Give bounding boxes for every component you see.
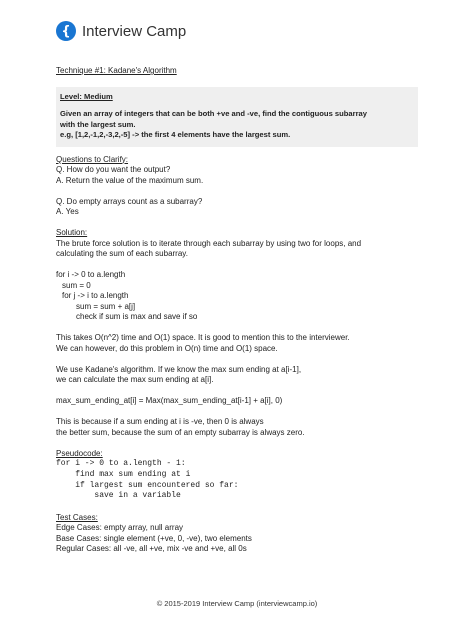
paragraph: This is because if a sum ending at i is -ve, then 0 is always	[56, 417, 264, 426]
solution-heading: Solution:	[56, 228, 88, 237]
code-line: for i -> 0 to a.length	[56, 270, 126, 279]
test-cases-heading: Test Cases:	[56, 512, 98, 522]
paragraph: We can however, do this problem in O(n) time and O(1) space.	[56, 343, 278, 353]
clarify-heading: Questions to Clarify:	[56, 154, 129, 164]
question: Q. Do empty arrays count as a subarray?	[56, 196, 203, 206]
code-line: for j -> i to a.length	[62, 291, 129, 300]
formula: max_sum_ending_at[i] = Max(max_sum_ending_at[i-1] + a[i], 0)	[56, 396, 283, 405]
problem-line: Given an array of integers that can be both +ve and -ve, find the contiguous subarray	[60, 109, 367, 118]
answer: A. Yes	[56, 207, 79, 216]
answer: A. Return the value of the maximum sum.	[56, 175, 204, 185]
code-line: sum = 0	[62, 280, 91, 290]
paragraph: We use Kadane's algorithm. If we know the max sum ending at a[i-1],	[56, 364, 302, 374]
test-case: Regular Cases: all -ve, all +ve, mix -ve and +ve, all 0s	[56, 544, 247, 554]
paragraph: This takes O(n^2) time and O(1) space. It is good to mention this to the interviewer.	[56, 333, 350, 342]
paragraph: we can calculate the max sum ending at a[i].	[56, 375, 214, 384]
problem-example: e.g, [1,2,-1,2,-3,2,-5] -> the first 4 elements have the largest sum.	[60, 130, 291, 139]
question: Q. How do you want the output?	[56, 165, 171, 174]
pseudocode-line: if largest sum encountered so far:	[56, 480, 239, 490]
test-case: Base Cases: single element (+ve, 0, -ve), two elements	[56, 533, 252, 543]
header	[56, 20, 186, 42]
test-case: Edge Cases: empty array, null array	[56, 523, 184, 533]
code-line: check if sum is max and save if so	[76, 312, 198, 321]
paragraph: the better sum, because the sum of an empty subarray is always zero.	[56, 427, 305, 437]
footer-copyright: © 2015-2019 Interview Camp (interviewcamp.io)	[156, 599, 318, 608]
level-label: Level: Medium	[60, 91, 113, 101]
paragraph: calculating the sum of each subarray.	[56, 249, 188, 258]
document-body	[56, 66, 418, 555]
pseudocode-line: for i -> 0 to a.length - 1:	[56, 459, 186, 468]
paragraph: The brute force solution is to iterate through each subarray by using two for loops, and	[56, 238, 362, 248]
problem-line: with the largest sum.	[60, 119, 136, 129]
pseudocode-line: find max sum ending at i	[56, 469, 191, 479]
pseudocode-line: save in a variable	[56, 491, 181, 501]
code-line: sum = sum + a[j]	[76, 301, 136, 311]
technique-title: Technique #1: Kadane's Algorithm	[56, 66, 177, 75]
pseudocode-heading: Pseudocode:	[56, 448, 103, 458]
problem-box	[56, 87, 418, 147]
logo-icon: {	[56, 21, 76, 41]
brand-name: Interview Camp	[82, 22, 187, 40]
